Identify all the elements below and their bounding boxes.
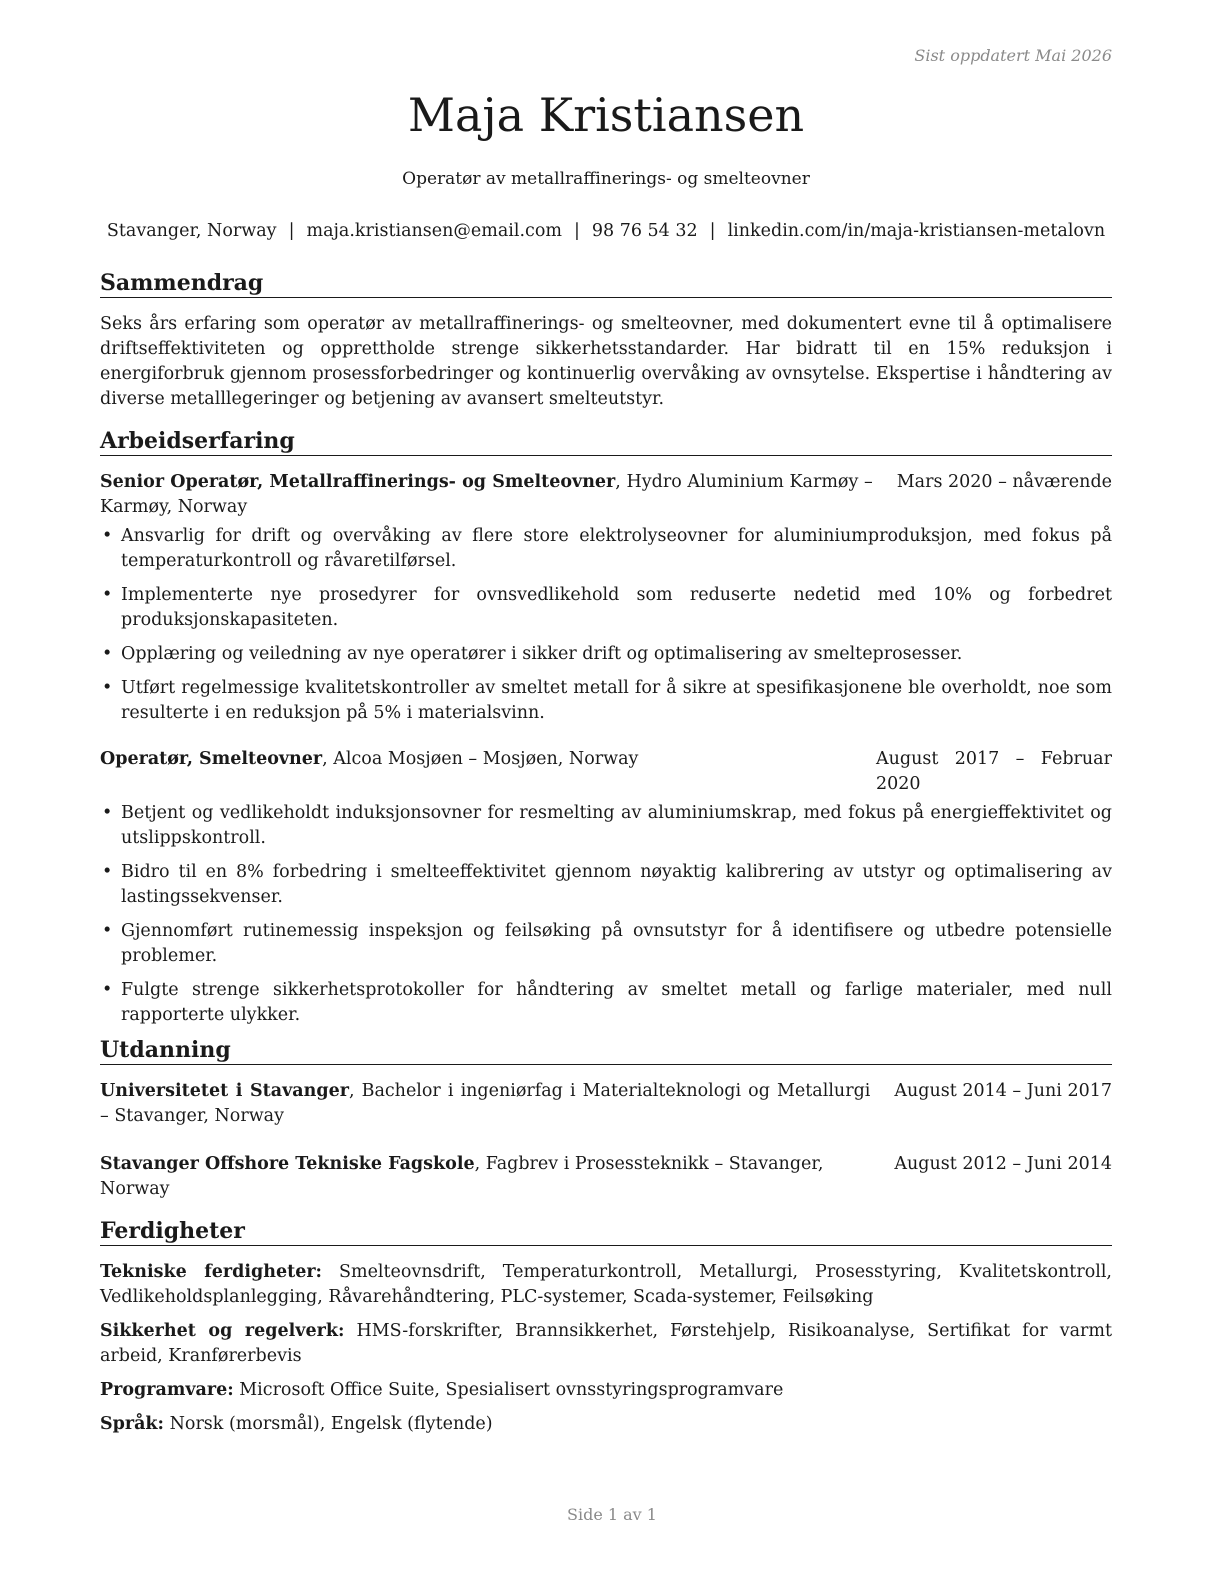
list-item: • Opplæring og veiledning av nye operatører i sikker drift og optimalisering av smelteprosesser. [100,642,1112,667]
resume-body [100,270,1112,1446]
list-item: • Gjennomført rutinemessig inspeksjon og feilsøking på ovnsutstyr for å identifisere og utbedre potensielle problemer. [100,919,1112,969]
skill-label: Programvare: [100,1380,234,1400]
skill-row [100,1319,1112,1369]
contact-phone: 98 76 54 32 [591,221,698,241]
job-entry [100,747,1112,1028]
section-heading-experience: Arbeidserfaring [100,428,1112,456]
list-item: • Implementerte nye prosedyrer for ovnsvedlikehold som reduserte nedetid med 10% og forbedret produksjonskapasiteten. [100,583,1112,633]
skill-row [100,1412,1112,1437]
contact-line [100,221,1112,241]
contact-email[interactable]: maja.kristiansen@email.com [306,221,562,241]
skill-row [100,1260,1112,1310]
separator: | [288,221,295,241]
skill-value: HMS-forskrifter, Brannsikkerhet, Førstehjelp, Risikoanalyse, Sertifikat for varmt arbeid, Kranførerbevis [100,1321,1113,1366]
list-item: • Ansvarlig for drift og overvåking av flere store elektrolyseovner for aluminiumproduksjon, med fokus på temperaturkontroll og råvaretilførsel. [100,524,1112,574]
education-dates: August 2014 – Juni 2017 [894,1081,1112,1101]
skill-label: Tekniske ferdigheter: [100,1262,323,1282]
job-dates: Mars 2020 – nåværende [896,472,1112,492]
job-title: Senior Operatør, Metallraffinerings- og Smelteovner [100,472,616,492]
person-name: Maja Kristiansen [407,88,805,142]
degree-detail: , Bachelor i ingeniørfag i Materialteknologi og Metallurgi – Stavanger, Norway [100,1081,871,1126]
contact-location: Stavanger, Norway [106,221,277,241]
section-heading-skills: Ferdigheter [100,1218,1112,1246]
job-title: Operatør, Smelteovner [100,749,323,769]
last-updated: Sist oppdatert Mai 2026 [914,46,1112,65]
list-item: • Fulgte strenge sikkerhetsprotokoller for håndtering av smeltet metall og farlige materialer, med null rapporterte ulykker. [100,978,1112,1028]
job-bullets [100,801,1112,1028]
skill-value: Smelteovnsdrift, Temperaturkontroll, Metallurgi, Prosesstyring, Kvalitetskontroll, Vedlikeholdsplanlegging, Råvarehåndtering, PLC-systemer, Scada-systemer, Feilsøking [100,1262,1112,1307]
education-entry [100,1079,1112,1129]
skill-label: Sikkerhet og regelverk: [100,1321,345,1341]
job-org: , Alcoa Mosjøen – Mosjøen, Norway [322,749,639,769]
education-entry [100,1152,1112,1202]
section-heading-education: Utdanning [100,1037,1112,1065]
skill-row [100,1378,1112,1403]
degree-detail: , Fagbrev i Prosessteknikk – Stavanger, Norway [100,1154,824,1199]
list-item: • Betjent og vedlikeholdt induksjonsovner for resmelting av aluminiumskrap, med fokus på energieffektivitet og utslippskontroll. [100,801,1112,851]
school-name: Universitetet i Stavanger [100,1081,349,1101]
job-subtitle: Operatør av metallraffinerings- og smelteovner [402,169,810,189]
education-dates: August 2012 – Juni 2014 [894,1154,1112,1174]
section-heading-summary: Sammendrag [100,270,1112,298]
skill-label: Språk: [100,1414,165,1434]
page-number: Side 1 av 1 [567,1505,657,1524]
separator: | [573,221,580,241]
job-org: , Hydro Aluminium Karmøy – Karmøy, Norway [100,472,873,517]
summary-text: Seks års erfaring som operatør av metallraffinerings- og smelteovner, med dokumentert evne til å optimalisere driftseffektiviteten og opprettholde strenge sikkerhetsstandarder. Har bidratt til en 15% reduksjon i energiforbruk gjennom prosessforbedringer og kontinuerlig overvåking av ovnsytelse. Ekspertise i håndtering av diverse metalllegeringer og betjening av avansert smelteutstyr. [100,314,1112,409]
school-name: Stavanger Offshore Tekniske Fagskole [100,1154,475,1174]
list-item: • Bidro til en 8% forbedring i smelteeffektivitet gjennom nøyaktig kalibrering av utstyr og optimalisering av lastingssekvenser. [100,860,1112,910]
job-dates: August 2017 – Februar 2020 [876,749,1112,794]
skill-value: Norsk (morsmål), Engelsk (flytende) [164,1414,493,1434]
contact-linkedin[interactable]: linkedin.com/in/maja-kristiansen-metalovn [727,221,1106,241]
job-entry [100,470,1112,726]
job-bullets [100,524,1112,726]
list-item: • Utført regelmessige kvalitetskontroller av smeltet metall for å sikre at spesifikasjonene ble overholdt, noe som resulterte i en reduksjon på 5% i materialsvinn. [100,676,1112,726]
separator: | [709,221,716,241]
skill-value: Microsoft Office Suite, Spesialisert ovnsstyringsprogramvare [233,1380,784,1400]
